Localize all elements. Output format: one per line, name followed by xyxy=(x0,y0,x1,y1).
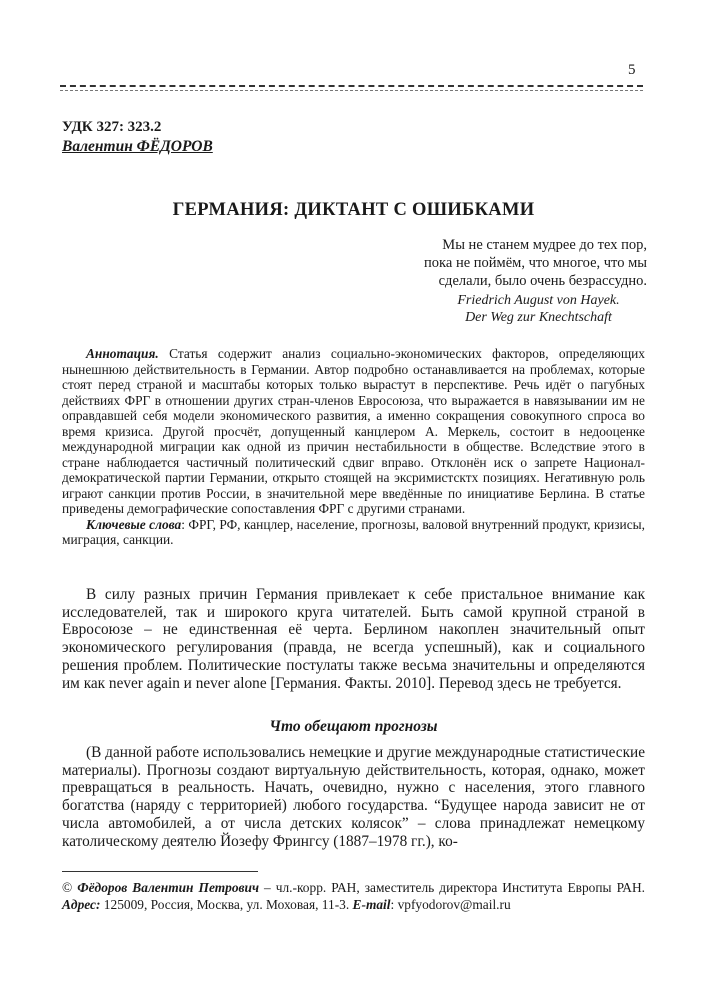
footnote-line xyxy=(62,879,645,913)
section-paragraph: (В данной работе использовались немецкие и другие международные статистические материалы). Прогнозы создают виртуальную действительность, которая, однако, может превращаться в реальность. Начать, очевидно, нужно с населения, этого главного богатства (наряду с территорией) любого государства. “Будущее народа зависит не от числа автомобилей, а от числа детских колясок” – слова принадлежат немецкому католическому деятелю Йозефу Фрингсу (1887–1978 гг.), ко- xyxy=(62,744,645,850)
epigraph-source-line: Der Weg zur Knechtschaft xyxy=(465,310,612,325)
header-rule-thin xyxy=(60,90,643,91)
article-title: ГЕРМАНИЯ: ДИКТАНТ С ОШИБКАМИ xyxy=(172,200,535,220)
intro-paragraph: В силу разных причин Германия привлекает к себе пристальное внимание как исследователей, так и широкого круга читателей. Быть самой крупной страной в Евросоюзе – не единственная её черта. Берлином накоплен значительный опыт экономического регулирования (правда, не всегда успешный), как и социального решения проблем. Политические постулаты также весьма значительны и определяются им как never again и never alone [Германия. Факты. 2010]. Перевод здесь не требуется. xyxy=(62,586,645,692)
abstract-text: Статья содержит анализ социально-экономических факторов, определяющих нынешнюю действительность в Германии. Автор подробно останавливается на проблемах, которые стоят перед страной и масштабы которых только вырастут в перспективе. Речь идёт о пагубных действиях ФРГ в отношении других стран-членов Евросоюза, что выражается в навязывании им не оправдавшей себя модели экономического развития, а именно сокращения совокупного спроса во время кризиса. Другой просчёт, допущенный канцлером А. Меркель, состоит в недооценке международной миграции как одной из причин нестабильности в обществе. Вследствие этого в стране наблюдается частичный политический сдвиг вправо. Отклонён иск о запрете Национал-демократической партии Германии, открыто стоящей на эксримистсктх позициях. Негативную роль играют санкции против России, в значительной мере введённые по инициативе Берлина. В статье приведены демографические сопоставления ФРГ с другими странами. xyxy=(62,346,645,516)
epigraph-source-line: Friedrich August von Hayek. xyxy=(457,293,620,308)
footnote-address: 125009, Россия, Москва, ул. Моховая, 11-3. xyxy=(100,897,353,912)
epigraph xyxy=(395,236,647,290)
epigraph-line: Мы не станем мудрее до тех пор, xyxy=(442,237,647,253)
footnote-address-label: Адрес: xyxy=(62,897,101,912)
abstract-paragraph xyxy=(62,346,645,517)
section-body xyxy=(62,744,645,850)
page-number: 5 xyxy=(628,62,636,78)
epigraph-line: пока не поймём, что многое, что мы xyxy=(424,255,647,271)
keywords-label: Ключевые слова xyxy=(86,516,182,532)
author-name: Валентин ФЁДОРОВ xyxy=(62,138,213,155)
epigraph-source xyxy=(430,292,647,326)
section-heading: Что обещают прогнозы xyxy=(269,718,438,735)
footnote-author-name: Фёдоров Валентин Петрович xyxy=(77,880,259,895)
footnote xyxy=(62,879,645,913)
abstract xyxy=(62,346,645,548)
epigraph-line: сделали, было очень безрассудно. xyxy=(438,273,647,289)
footnote-position: – чл.-корр. РАН, заместитель директора Института Европы РАН. xyxy=(258,880,645,895)
keywords-paragraph xyxy=(62,517,645,548)
abstract-label: Аннотация. xyxy=(86,346,159,361)
intro-section xyxy=(62,586,645,692)
footnote-email-label: E-mail xyxy=(352,897,391,912)
header-rule xyxy=(60,85,643,87)
udk-code: УДК 327: 323.2 xyxy=(62,119,162,135)
copyright-symbol: © xyxy=(62,880,73,895)
footnote-email: : vpfyodorov@mail.ru xyxy=(390,897,511,912)
footnote-rule xyxy=(62,871,258,872)
keywords-text: : ФРГ, РФ, канцлер, население, прогнозы, валовой внутренний продукт, кризисы, миграция, санкции. xyxy=(62,516,646,547)
